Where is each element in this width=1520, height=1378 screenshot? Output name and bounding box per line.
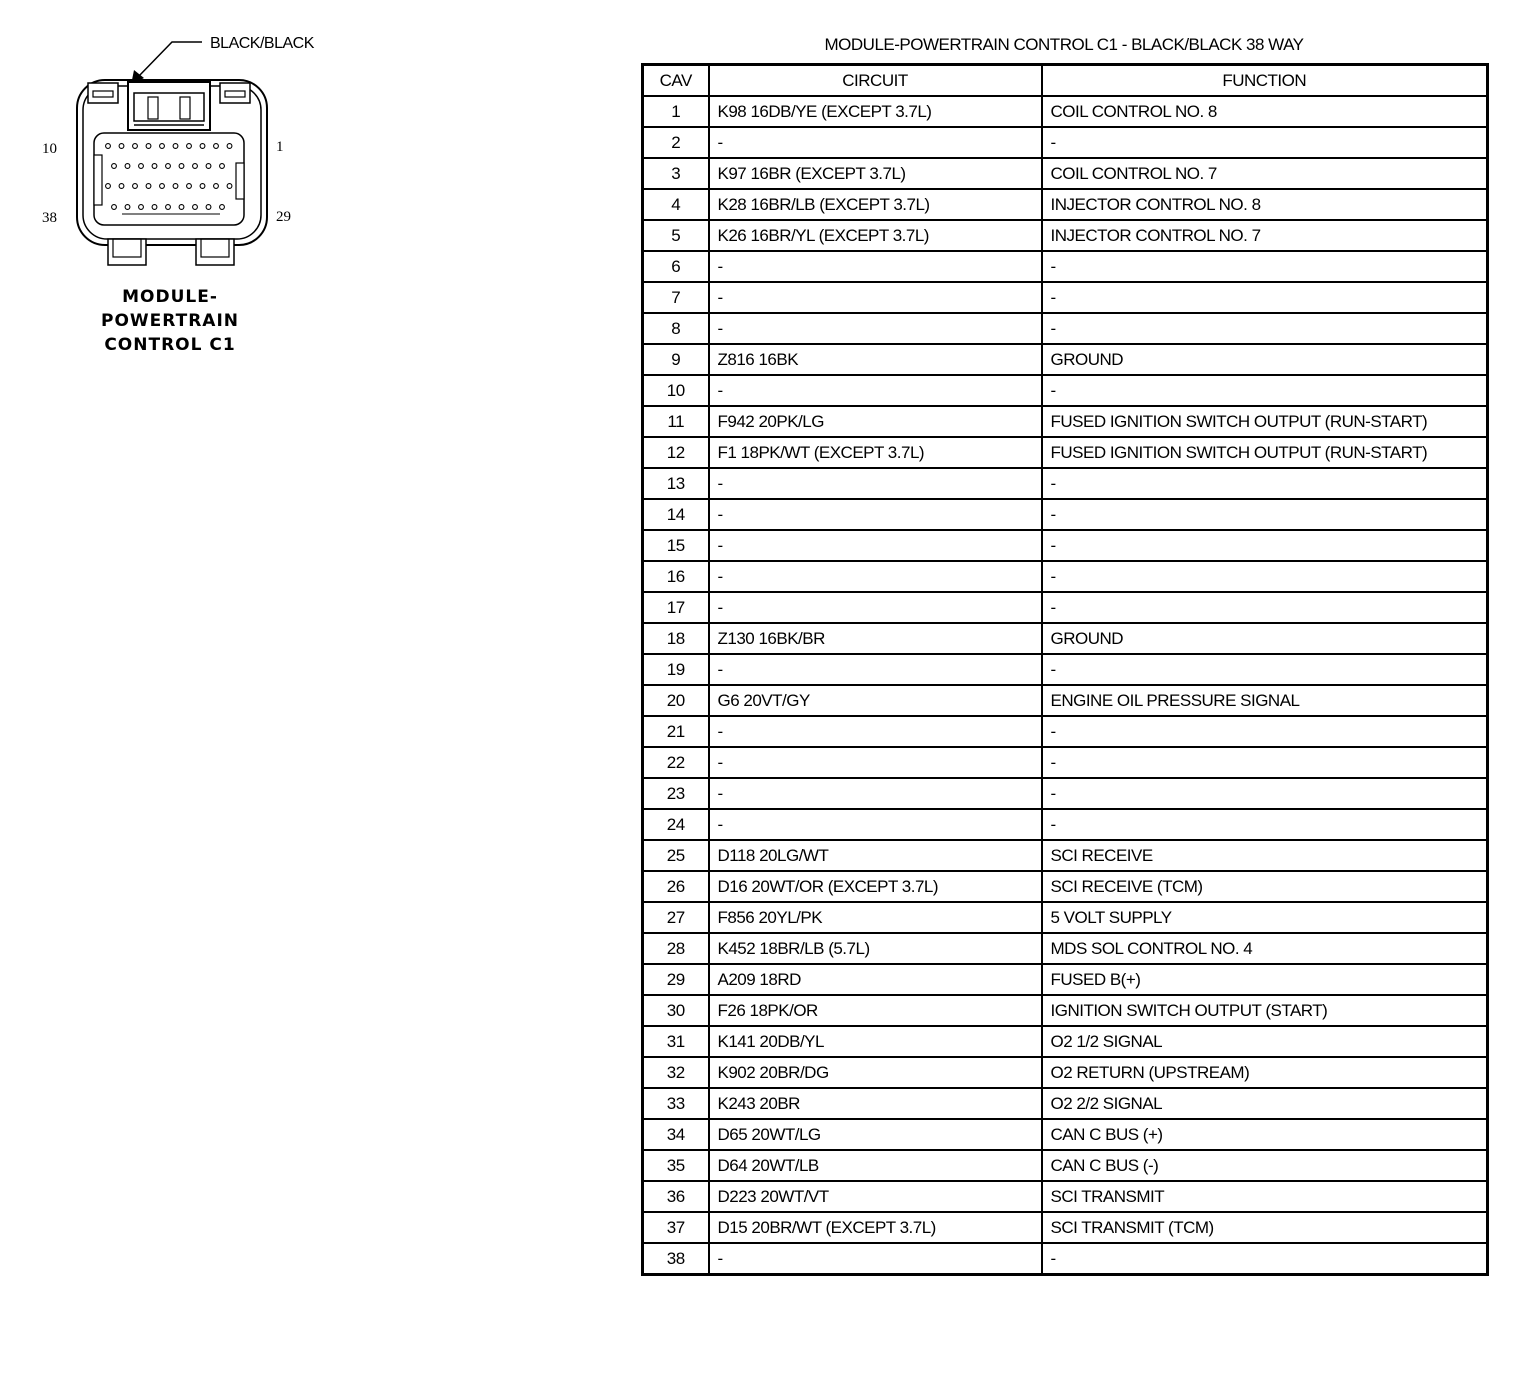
function-cell: CAN C BUS (+) [1042,1119,1488,1150]
circuit-cell: - [709,468,1042,499]
table-row [643,716,1488,747]
table-row [643,251,1488,282]
cav-cell: 12 [643,437,709,468]
pin-label-bottom-right: 29 [276,209,291,225]
function-cell: 5 VOLT SUPPLY [1042,902,1488,933]
table-row [643,1119,1488,1150]
function-cell: ENGINE OIL PRESSURE SIGNAL [1042,685,1488,716]
function-cell: - [1042,282,1488,313]
table-row [643,592,1488,623]
table-body [643,96,1488,1275]
circuit-cell: - [709,530,1042,561]
table-row [643,220,1488,251]
cav-cell: 4 [643,189,709,220]
circuit-cell: - [709,282,1042,313]
table-row [643,158,1488,189]
circuit-cell: Z816 16BK [709,344,1042,375]
table-title: MODULE-POWERTRAIN CONTROL C1 - BLACK/BLACK 38 WAY [824,35,1304,54]
table-row [643,902,1488,933]
circuit-cell: - [709,127,1042,158]
table-header-row [643,65,1488,97]
cav-cell: 29 [643,964,709,995]
function-cell: - [1042,251,1488,282]
cav-cell: 25 [643,840,709,871]
header-cav: CAV [643,65,709,97]
function-cell: - [1042,127,1488,158]
circuit-cell: A209 18RD [709,964,1042,995]
circuit-cell: D65 20WT/LG [709,1119,1042,1150]
circuit-cell: - [709,1243,1042,1275]
function-cell: MDS SOL CONTROL NO. 4 [1042,933,1488,964]
circuit-cell: - [709,251,1042,282]
cav-cell: 32 [643,1057,709,1088]
cav-cell: 8 [643,313,709,344]
cav-cell: 14 [643,499,709,530]
color-label: BLACK/BLACK [210,35,314,52]
function-cell: - [1042,592,1488,623]
function-cell: - [1042,654,1488,685]
cav-cell: 11 [643,406,709,437]
function-cell: GROUND [1042,344,1488,375]
table-row [643,189,1488,220]
circuit-cell: K902 20BR/DG [709,1057,1042,1088]
table-row [643,1212,1488,1243]
table-row [643,375,1488,406]
cav-cell: 31 [643,1026,709,1057]
header-circuit: CIRCUIT [709,65,1042,97]
circuit-cell: K452 18BR/LB (5.7L) [709,933,1042,964]
cav-cell: 18 [643,623,709,654]
circuit-cell: - [709,716,1042,747]
table-row [643,1181,1488,1212]
table-row [643,344,1488,375]
function-cell: COIL CONTROL NO. 8 [1042,96,1488,127]
function-cell: FUSED IGNITION SWITCH OUTPUT (RUN-START) [1042,437,1488,468]
circuit-cell: F1 18PK/WT (EXCEPT 3.7L) [709,437,1042,468]
connector-diagram [30,25,320,280]
circuit-cell: - [709,809,1042,840]
table-row [643,995,1488,1026]
table-row [643,685,1488,716]
circuit-cell: F26 18PK/OR [709,995,1042,1026]
table-row [643,499,1488,530]
table-row [643,1150,1488,1181]
cav-cell: 17 [643,592,709,623]
function-cell: - [1042,468,1488,499]
circuit-cell: - [709,654,1042,685]
cav-cell: 6 [643,251,709,282]
table-row [643,468,1488,499]
table-row [643,1026,1488,1057]
cav-cell: 27 [643,902,709,933]
function-cell: GROUND [1042,623,1488,654]
table-row [643,437,1488,468]
circuit-cell: K26 16BR/YL (EXCEPT 3.7L) [709,220,1042,251]
circuit-cell: - [709,499,1042,530]
function-cell: FUSED B(+) [1042,964,1488,995]
cav-cell: 28 [643,933,709,964]
function-cell: INJECTOR CONTROL NO. 7 [1042,220,1488,251]
table-row [643,313,1488,344]
function-cell: - [1042,716,1488,747]
foot-right [196,239,234,265]
function-cell: - [1042,1243,1488,1275]
circuit-cell: D118 20LG/WT [709,840,1042,871]
cav-cell: 10 [643,375,709,406]
circuit-cell: - [709,747,1042,778]
pin-label-top-left: 10 [42,141,57,157]
table-row [643,933,1488,964]
pin-label-top-right: 1 [276,139,284,155]
function-cell: - [1042,778,1488,809]
cav-cell: 1 [643,96,709,127]
circuit-cell: G6 20VT/GY [709,685,1042,716]
connector-caption-line-2: POWERTRAIN [101,311,239,331]
function-cell: - [1042,313,1488,344]
function-cell: - [1042,747,1488,778]
circuit-cell: K97 16BR (EXCEPT 3.7L) [709,158,1042,189]
center-lock-slot-left [148,97,158,119]
cav-cell: 23 [643,778,709,809]
cav-cell: 37 [643,1212,709,1243]
circuit-cell: K28 16BR/LB (EXCEPT 3.7L) [709,189,1042,220]
cav-cell: 35 [643,1150,709,1181]
function-cell: SCI RECEIVE (TCM) [1042,871,1488,902]
circuit-cell: K243 20BR [709,1088,1042,1119]
function-cell: - [1042,561,1488,592]
table-row [643,871,1488,902]
pin-label-bottom-left: 38 [42,210,57,226]
function-cell: - [1042,499,1488,530]
pin-field-key-right [236,163,244,199]
function-cell: FUSED IGNITION SWITCH OUTPUT (RUN-START) [1042,406,1488,437]
function-cell: O2 RETURN (UPSTREAM) [1042,1057,1488,1088]
table-row [643,809,1488,840]
header-function: FUNCTION [1042,65,1488,97]
function-cell: SCI RECEIVE [1042,840,1488,871]
table-row [643,96,1488,127]
function-cell: - [1042,375,1488,406]
circuit-cell: K141 20DB/YL [709,1026,1042,1057]
table-row [643,964,1488,995]
table-row [643,1088,1488,1119]
table-row [643,1057,1488,1088]
function-cell: SCI TRANSMIT (TCM) [1042,1212,1488,1243]
connector-caption [60,285,280,357]
cav-cell: 34 [643,1119,709,1150]
function-cell: INJECTOR CONTROL NO. 8 [1042,189,1488,220]
cav-cell: 19 [643,654,709,685]
circuit-cell: F942 20PK/LG [709,406,1042,437]
function-cell: O2 1/2 SIGNAL [1042,1026,1488,1057]
cav-cell: 24 [643,809,709,840]
cav-cell: 15 [643,530,709,561]
foot-left [108,239,146,265]
table-row [643,840,1488,871]
pinout-table [641,63,1489,1276]
cav-cell: 2 [643,127,709,158]
function-cell: SCI TRANSMIT [1042,1181,1488,1212]
table-row [643,561,1488,592]
connector-caption-line-1: MODULE- [122,287,218,307]
cav-cell: 7 [643,282,709,313]
function-cell: - [1042,809,1488,840]
cav-cell: 26 [643,871,709,902]
cav-cell: 20 [643,685,709,716]
function-cell: IGNITION SWITCH OUTPUT (START) [1042,995,1488,1026]
circuit-cell: D223 20WT/VT [709,1181,1042,1212]
circuit-cell: Z130 16BK/BR [709,623,1042,654]
table-row [643,778,1488,809]
function-cell: COIL CONTROL NO. 7 [1042,158,1488,189]
cav-cell: 13 [643,468,709,499]
table-row [643,1243,1488,1275]
table-row [643,623,1488,654]
cav-cell: 36 [643,1181,709,1212]
cav-cell: 22 [643,747,709,778]
cav-cell: 9 [643,344,709,375]
circuit-cell: D64 20WT/LB [709,1150,1042,1181]
cav-cell: 16 [643,561,709,592]
circuit-cell: D15 20BR/WT (EXCEPT 3.7L) [709,1212,1042,1243]
cav-cell: 38 [643,1243,709,1275]
table-row [643,127,1488,158]
function-cell: O2 2/2 SIGNAL [1042,1088,1488,1119]
center-lock [128,82,210,130]
circuit-cell: F856 20YL/PK [709,902,1042,933]
circuit-cell: K98 16DB/YE (EXCEPT 3.7L) [709,96,1042,127]
connector-caption-line-3: CONTROL C1 [104,335,236,355]
cav-cell: 30 [643,995,709,1026]
cav-cell: 21 [643,716,709,747]
cav-cell: 3 [643,158,709,189]
function-cell: CAN C BUS (-) [1042,1150,1488,1181]
circuit-cell: - [709,561,1042,592]
cav-cell: 5 [643,220,709,251]
leader-line [138,42,202,77]
circuit-cell: - [709,313,1042,344]
table-row [643,530,1488,561]
center-lock-slot-right [180,97,190,119]
table-row [643,747,1488,778]
circuit-cell: - [709,778,1042,809]
table-row [643,282,1488,313]
cav-cell: 33 [643,1088,709,1119]
function-cell: - [1042,530,1488,561]
circuit-cell: D16 20WT/OR (EXCEPT 3.7L) [709,871,1042,902]
table-row [643,654,1488,685]
pin-field-key-left [94,155,102,205]
circuit-cell: - [709,375,1042,406]
circuit-cell: - [709,592,1042,623]
table-row [643,406,1488,437]
